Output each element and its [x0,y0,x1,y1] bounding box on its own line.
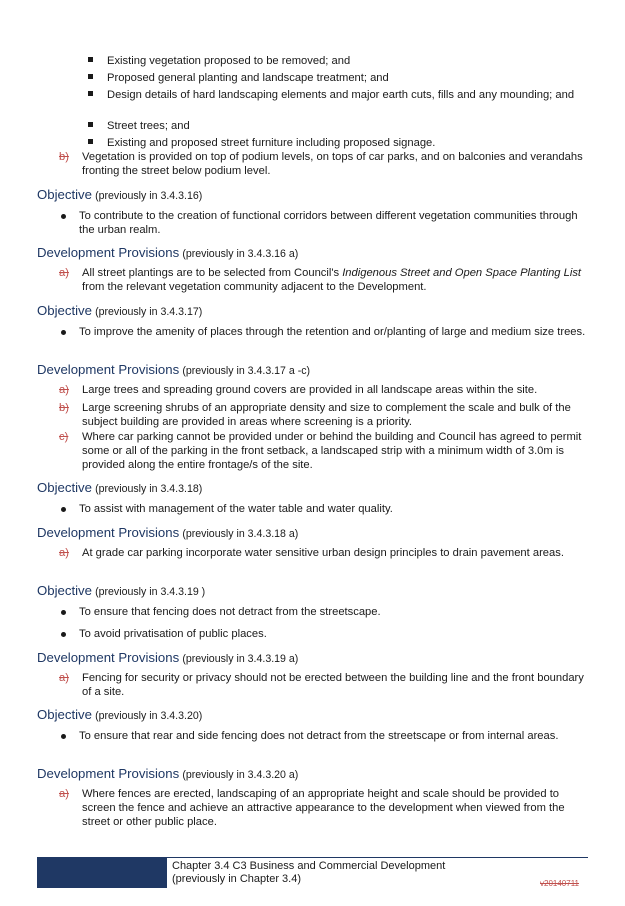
section-title: Development Provisions [37,245,180,260]
provision-label: b) [59,402,69,414]
provision-text: Where car parking cannot be provided under or behind the building and Council has agreed to permit some or all of the parking in the front setback, a landscaped strip with a minimum width of 3.0m is provided along the entire frontage/s of the site. [82,431,582,471]
section-ref: (previously in 3.4.3.17 a -c) [182,365,311,377]
section-ref: (previously in 3.4.3.18) [95,483,203,495]
round-bullet-icon [61,330,66,335]
section-ref: (previously in 3.4.3.18 a) [182,528,299,540]
provision-text: Large screening shrubs of an appropriate density and size to complement the scale and bulk of the subject building are provided in areas where screening is a priority. [82,402,571,428]
objective-text: To improve the amenity of places through the retention and or/planting of large and medium size trees. [79,326,586,338]
section-heading [37,651,298,666]
section-heading [37,246,298,261]
footer-chapter-previous: (previously in Chapter 3.4) [172,873,302,885]
section-heading [37,304,202,319]
provision-text: Large trees and spreading ground covers are provided in all landscape areas within the site. [82,384,538,396]
list-item-text: Design details of hard landscaping elements and major earth cuts, fills and any mounding; and [107,89,575,101]
provision-text: At grade car parking incorporate water sensitive urban design principles to drain pavement areas. [82,547,564,559]
section-title: Objective [37,480,92,495]
provision-label: a) [59,267,69,279]
provision-text: Vegetation is provided on top of podium levels, on tops of car parks, and on balconies and verandahs fronting the street below podium level. [82,151,583,177]
square-bullet-icon [88,57,93,62]
provision-text: Where fences are erected, landscaping of an appropriate height and scale should be provided to screen the fence and achieve an attractive appearance to the development when viewed from the street or other public place. [82,788,565,828]
provision-label: c) [59,431,69,443]
section-title: Development Provisions [37,525,180,540]
square-bullet-icon [88,74,93,79]
section-heading [37,188,202,203]
provision-label: a) [59,384,69,396]
round-bullet-icon [61,507,66,512]
section-ref: (previously in 3.4.3.20 a) [182,769,299,781]
footer-version: v20140711 [540,879,579,888]
objective-text: To assist with management of the water table and water quality. [79,503,393,515]
list-item-text: Existing and proposed street furniture including proposed signage. [107,137,436,149]
section-heading [37,481,202,496]
square-bullet-icon [88,91,93,96]
footer-chapter [172,860,492,886]
section-ref: (previously in 3.4.3.16 a) [182,248,299,260]
objective-text: To ensure that rear and side fencing does not detract from the streetscape or from internal areas. [79,730,559,742]
round-bullet-icon [61,214,66,219]
objective-text: To ensure that fencing does not detract from the streetscape. [79,606,381,618]
provision-text: All street plantings are to be selected from Council's Indigenous Street and Open Space Planting List from the relevant vegetation community adjacent to the Development. [82,267,582,293]
round-bullet-icon [61,610,66,615]
provision-label: a) [59,672,69,684]
provision-label: a) [59,788,69,800]
section-heading [37,767,298,782]
square-bullet-icon [88,139,93,144]
footer-chapter-title: Chapter 3.4 C3 Business and Commercial Development [172,860,446,872]
section-ref: (previously in 3.4.3.19 a) [182,653,299,665]
section-ref: (previously in 3.4.3.16) [95,190,203,202]
square-bullet-icon [88,122,93,127]
footer-color-block [37,858,167,888]
objective-text: To avoid privatisation of public places. [79,628,267,640]
provision-label: a) [59,547,69,559]
section-heading [37,584,205,599]
list-item-text: Proposed general planting and landscape treatment; and [107,72,389,84]
section-heading [37,708,202,723]
list-item-text: Existing vegetation proposed to be removed; and [107,55,351,67]
section-ref: (previously in 3.4.3.17) [95,306,203,318]
section-title: Objective [37,707,92,722]
planting-list-title: Indigenous Street and Open Space Planting List [342,267,582,279]
section-heading [37,363,310,378]
section-title: Development Provisions [37,766,180,781]
section-title: Objective [37,303,92,318]
section-ref: (previously in 3.4.3.20) [95,710,203,722]
objective-text: To contribute to the creation of functional corridors between different vegetation communities through the urban realm. [79,210,578,236]
provision-label: b) [59,151,69,163]
section-title: Development Provisions [37,650,180,665]
provision-text: Fencing for security or privacy should not be erected between the building line and the front boundary of a site. [82,672,584,698]
round-bullet-icon [61,734,66,739]
section-heading [37,526,298,541]
section-title: Objective [37,583,92,598]
section-title: Objective [37,187,92,202]
round-bullet-icon [61,632,66,637]
list-item-text: Street trees; and [107,120,190,132]
section-title: Development Provisions [37,362,180,377]
section-ref: (previously in 3.4.3.19 ) [95,586,206,598]
